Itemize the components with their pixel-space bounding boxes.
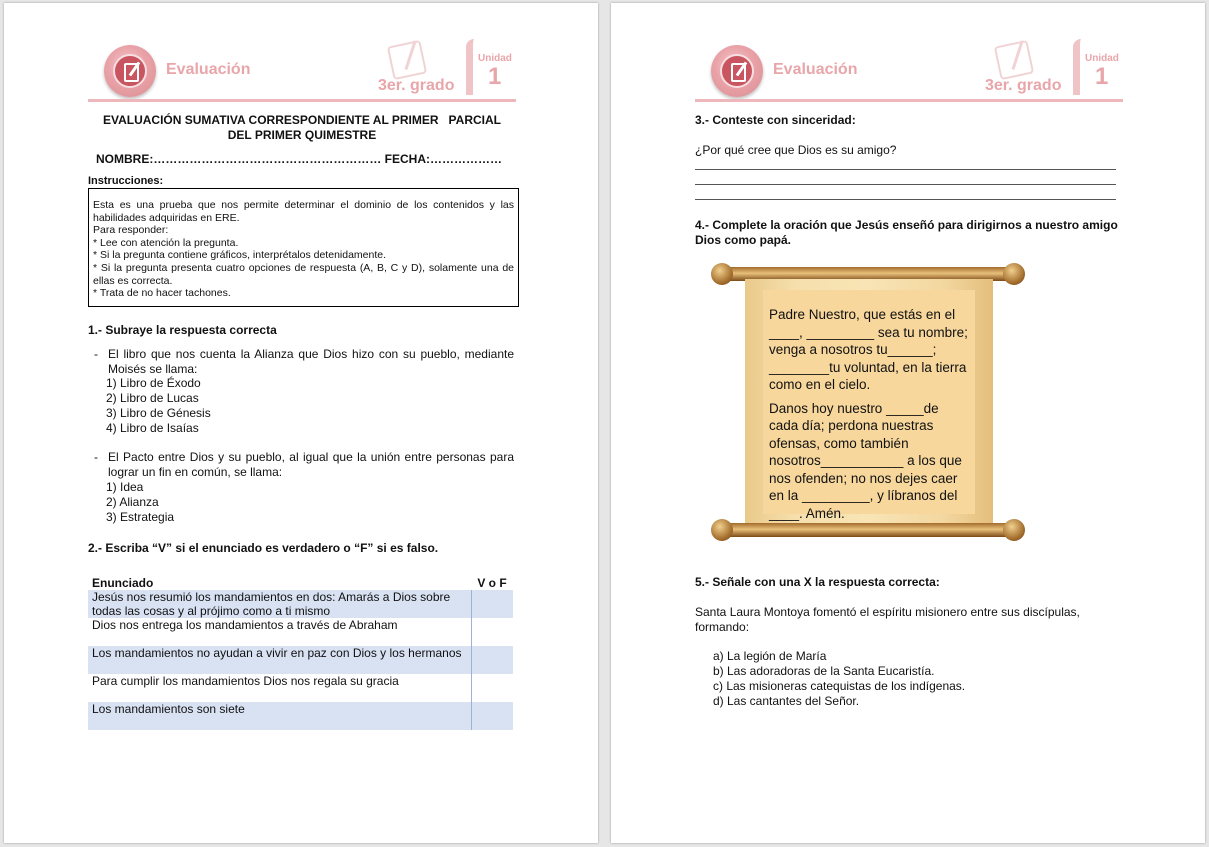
table-row xyxy=(88,618,513,646)
prayer-text xyxy=(763,290,975,521)
bullet-dash: - xyxy=(94,347,98,361)
header-evaluation-label: Evaluación xyxy=(773,61,858,78)
header-evaluation-label: Evaluación xyxy=(166,61,251,78)
q5-heading: 5.- Señale con una X la respuesta correcta: xyxy=(695,575,940,589)
document-page-2 xyxy=(611,3,1205,843)
column-header-statement: Enunciado xyxy=(92,576,154,590)
page-header xyxy=(695,39,1123,103)
q4-heading: 4.- Complete la oración que Jesús enseñó para dirigirnos a nuestro amigo Dios como papá. xyxy=(695,218,1118,247)
instructions-heading: Instrucciones: xyxy=(88,175,164,187)
instruction-item: * Si la pregunta contiene gráficos, interprétalos detenidamente. xyxy=(93,249,387,262)
bullet-dash: - xyxy=(94,450,98,464)
header-grade: 3er. grado xyxy=(378,77,455,94)
scroll-knob xyxy=(1003,519,1025,541)
exam-title xyxy=(88,113,516,143)
option: 3) Estrategia xyxy=(106,510,175,524)
answer-cell[interactable] xyxy=(471,618,513,646)
prayer-scroll xyxy=(709,261,1027,543)
q3-question: ¿Por qué cree que Dios es su amigo? xyxy=(695,143,897,157)
table-row xyxy=(88,590,513,618)
option: 2) Libro de Lucas xyxy=(106,391,199,405)
statement-cell: Los mandamientos son siete xyxy=(88,702,471,730)
instruction-item: * Si la pregunta presenta cuatro opciones de respuesta (A, B, C y D), solamente una de ellas es correcta. xyxy=(93,261,514,287)
option: 4) Libro de Isaías xyxy=(106,421,199,435)
column-header-vf: V o F xyxy=(477,576,507,590)
table-row xyxy=(88,646,513,674)
name-date-line: NOMBRE:………………………………………………… FECHA:……………… xyxy=(96,152,502,166)
instruction-item: * Trata de no hacer tachones. xyxy=(93,287,231,300)
option: a) La legión de María xyxy=(713,649,827,663)
answer-line[interactable] xyxy=(695,199,1116,200)
header-rule xyxy=(695,99,1123,102)
unit-number: 1 xyxy=(488,63,502,90)
scroll-knob xyxy=(1003,263,1025,285)
notepad-pencil-icon xyxy=(387,40,427,80)
table-row xyxy=(88,674,513,702)
instructions-box xyxy=(88,188,519,307)
q1-item-b xyxy=(94,450,514,479)
document-page-1 xyxy=(4,3,598,843)
q5-options xyxy=(713,649,965,709)
answer-cell[interactable] xyxy=(471,590,513,618)
unit-label: Unidad xyxy=(1085,53,1119,64)
notepad-pencil-icon xyxy=(994,40,1034,80)
evaluation-badge-icon xyxy=(711,45,763,97)
q2-heading: 2.- Escriba “V” si el enunciado es verdadero o “F” si es falso. xyxy=(88,541,439,555)
prayer-paragraph-1: Padre Nuestro, que estás en el ____, _________ sea tu nombre; venga a nosotros tu______; ________tu voluntad, en la tierra como en el cielo. xyxy=(769,307,968,392)
header-grade: 3er. grado xyxy=(985,77,1062,94)
instruction-item: * Lee con atención la pregunta. xyxy=(93,236,239,249)
answer-cell[interactable] xyxy=(471,702,513,730)
option: d) Las cantantes del Señor. xyxy=(713,694,860,708)
q1-heading: 1.- Subraye la respuesta correcta xyxy=(88,323,277,337)
scroll-knob xyxy=(711,263,733,285)
option: c) Las misioneras catequistas de los indígenas. xyxy=(713,679,966,693)
scroll-rod-bottom xyxy=(723,523,1013,537)
instructions-intro: Esta es una prueba que nos permite determinar el dominio de los contenidos y las habilidades adquiridas en ERE. xyxy=(93,199,514,224)
scroll-knob xyxy=(711,519,733,541)
page-header xyxy=(88,39,516,103)
true-false-table xyxy=(88,576,513,730)
header-rule xyxy=(88,99,516,102)
instructions-respond: Para responder: xyxy=(93,224,169,237)
table-row xyxy=(88,702,513,730)
q1-b-options xyxy=(106,480,174,525)
q5-text: Santa Laura Montoya fomentó el espíritu misionero entre sus discípulas, formando: xyxy=(695,605,1080,634)
statement-cell: Para cumplir los mandamientos Dios nos regala su gracia xyxy=(92,674,399,688)
q3-heading: 3.- Conteste con sinceridad: xyxy=(695,113,856,127)
option: 3) Libro de Génesis xyxy=(106,406,211,420)
q1-b-text: El Pacto entre Dios y su pueblo, al igual que la unión entre personas para lograr un fin en común, se llama: xyxy=(108,450,514,479)
option: b) Las adoradoras de la Santa Eucaristía. xyxy=(713,664,935,678)
answer-cell[interactable] xyxy=(471,646,513,674)
answer-line[interactable] xyxy=(695,184,1116,185)
answer-cell[interactable] xyxy=(471,674,513,702)
statement-cell: Los mandamientos no ayudan a vivir en paz con Dios y los hermanos xyxy=(88,646,471,674)
evaluation-badge-icon xyxy=(104,45,156,97)
statement-cell: Jesús nos resumió los mandamientos en dos: Amarás a Dios sobre todas las cosas y al prójimo como a ti mismo xyxy=(88,590,471,618)
statement-cell: Dios nos entrega los mandamientos a través de Abraham xyxy=(92,618,398,632)
prayer-paragraph-2: Danos hoy nuestro _____de cada día; perdona nuestras ofensas, como también nosotros___________ a los que nos ofenden; no nos dejes caer en la _________, y líbranos del ____. Amén. xyxy=(769,400,962,521)
option: 1) Idea xyxy=(106,480,144,494)
unit-label: Unidad xyxy=(478,53,512,64)
exam-title-line-2: DEL PRIMER QUIMESTRE xyxy=(227,128,377,142)
exam-title-line-1: EVALUACIÓN SUMATIVA CORRESPONDIENTE AL PRIMER PARCIAL xyxy=(102,113,501,127)
option: 1) Libro de Éxodo xyxy=(106,376,201,390)
q1-item-a xyxy=(94,347,514,376)
answer-line[interactable] xyxy=(695,169,1116,170)
q1-a-text: El libro que nos cuenta la Alianza que Dios hizo con su pueblo, mediante Moisés se llama: xyxy=(108,347,514,376)
option: 2) Alianza xyxy=(106,495,159,509)
q1-a-options xyxy=(106,376,211,436)
unit-number: 1 xyxy=(1095,63,1109,90)
